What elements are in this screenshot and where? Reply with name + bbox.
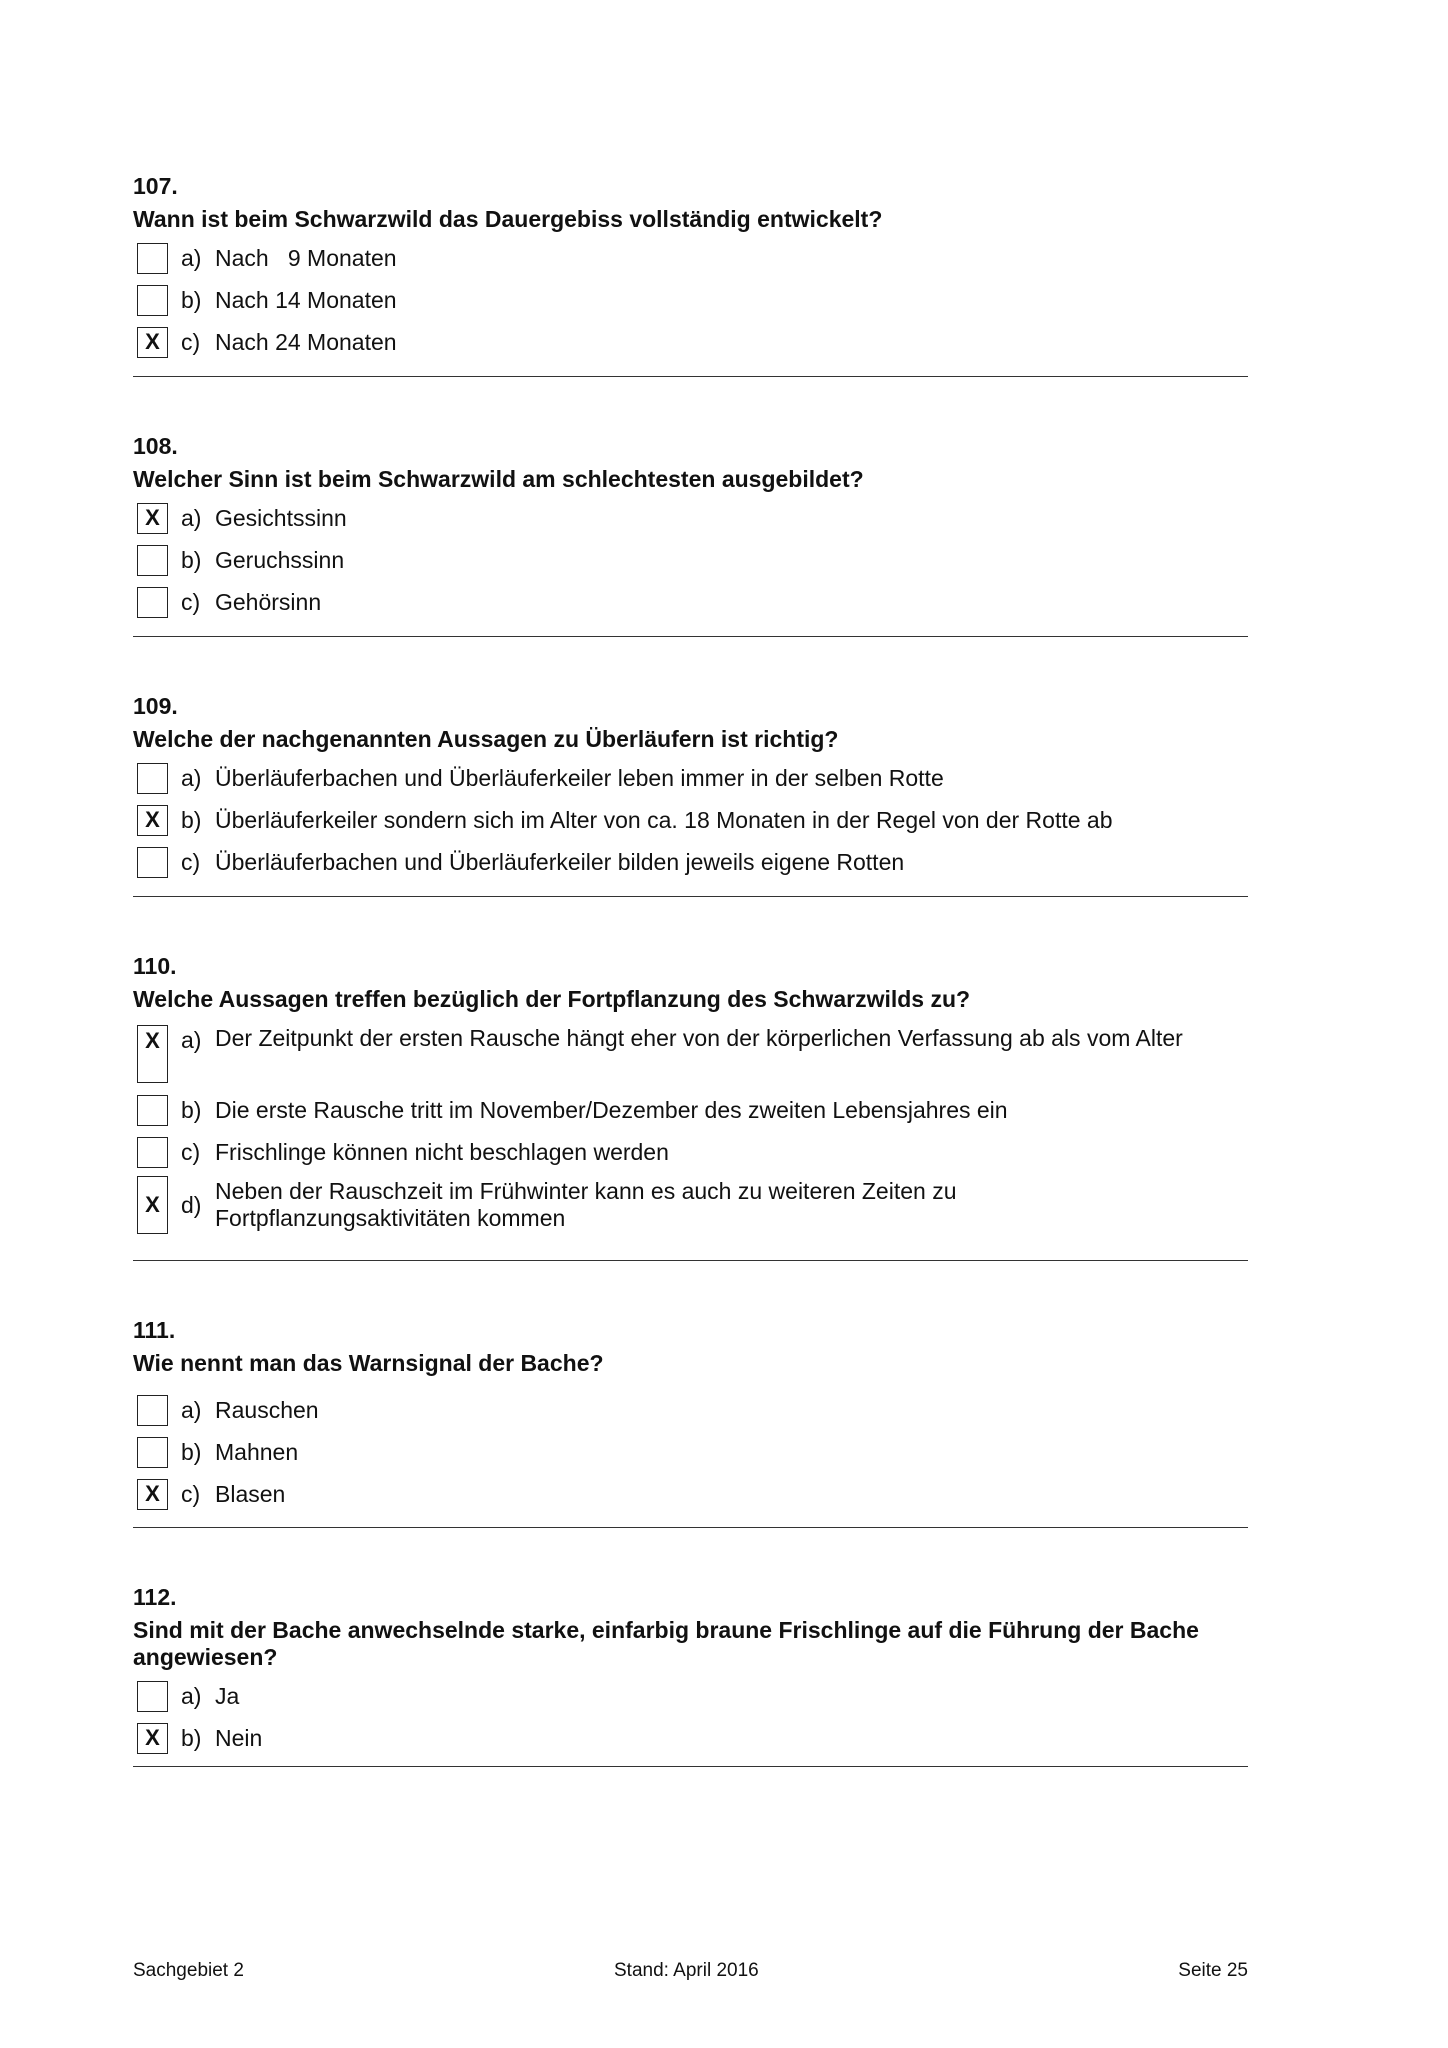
option-letter: c) — [181, 1138, 201, 1165]
answer-checkbox[interactable]: X — [137, 805, 168, 836]
answer-option-a[interactable] — [133, 1389, 1248, 1431]
option-letter: a) — [181, 1682, 202, 1709]
option-text: Ja — [215, 1682, 240, 1709]
answer-option-a[interactable] — [133, 237, 1248, 279]
footer-center: Stand: April 2016 — [614, 1960, 759, 1981]
divider — [133, 376, 1248, 377]
answer-checkbox[interactable] — [137, 1137, 168, 1168]
option-text: Der Zeitpunkt der ersten Rausche hängt eher von der körperlichen Verfassung ab als vom Alter — [215, 1025, 1183, 1051]
option-letter: a) — [181, 244, 202, 271]
option-text: Blasen — [215, 1480, 286, 1507]
option-text: Frischlinge können nicht beschlagen werden — [215, 1138, 669, 1165]
question-text: Welche der nachgenannten Aussagen zu Überläufern ist richtig? — [133, 726, 839, 752]
option-letter: c) — [181, 1480, 201, 1507]
question-text: Welcher Sinn ist beim Schwarzwild am schlechtesten ausgebildet? — [133, 466, 864, 492]
option-text: Rauschen — [215, 1396, 319, 1423]
question-text: Sind mit der Bache anwechselnde starke, einfarbig braune Frischlinge auf die Führung der Bache angewiesen? — [133, 1617, 1199, 1670]
answer-checkbox[interactable]: X — [137, 1176, 168, 1234]
question-text: Welche Aussagen treffen bezüglich der Fortpflanzung des Schwarzwilds zu? — [133, 986, 971, 1012]
answer-checkbox[interactable] — [137, 587, 168, 618]
option-letter: a) — [181, 504, 202, 531]
option-text: Nach 9 Monaten — [215, 244, 397, 271]
option-text: Nach 14 Monaten — [215, 286, 397, 313]
option-letter: a) — [181, 1396, 202, 1423]
answer-option-d[interactable] — [133, 1173, 1248, 1237]
option-letter: c) — [181, 328, 201, 355]
answer-checkbox[interactable]: X — [137, 1025, 168, 1083]
question-number: 110. — [133, 953, 177, 979]
answer-checkbox[interactable] — [137, 545, 168, 576]
option-text: Mahnen — [215, 1438, 299, 1465]
answer-option-c[interactable] — [133, 581, 1248, 623]
answer-checkbox[interactable]: X — [137, 1479, 168, 1510]
answer-option-b[interactable] — [133, 539, 1248, 581]
answer-checkbox[interactable] — [137, 847, 168, 878]
question-number: 108. — [133, 433, 178, 459]
option-text: Überläuferbachen und Überläuferkeiler leben immer in der selben Rotte — [215, 764, 944, 791]
option-text: Nein — [215, 1724, 263, 1751]
answer-option-b[interactable] — [133, 799, 1248, 841]
divider — [133, 636, 1248, 637]
question-111 — [133, 1316, 1248, 1515]
option-letter: d) — [181, 1191, 202, 1218]
divider — [133, 1766, 1248, 1767]
answer-checkbox[interactable] — [137, 243, 168, 274]
answer-option-a[interactable] — [133, 1675, 1248, 1717]
answer-option-b[interactable] — [133, 1717, 1248, 1759]
question-109 — [133, 692, 1248, 883]
divider — [133, 1527, 1248, 1528]
footer-left: Sachgebiet 2 — [133, 1960, 244, 1981]
answer-checkbox[interactable] — [137, 285, 168, 316]
option-letter: a) — [181, 764, 202, 791]
answer-option-c[interactable] — [133, 1131, 1248, 1173]
option-text: Neben der Rauschzeit im Frühwinter kann es auch zu weiteren Zeiten zu Fortpflanzungsaktivitäten kommen — [215, 1178, 957, 1231]
question-108 — [133, 432, 1248, 623]
footer-page-number: Seite 25 — [1178, 1960, 1248, 1981]
option-text: Nach 24 Monaten — [215, 328, 397, 355]
answer-option-b[interactable] — [133, 1089, 1248, 1131]
question-text: Wann ist beim Schwarzwild das Dauergebiss vollständig entwickelt? — [133, 206, 883, 232]
answer-option-a[interactable] — [133, 497, 1248, 539]
answer-option-c[interactable] — [133, 321, 1248, 363]
answer-checkbox[interactable] — [137, 1681, 168, 1712]
option-text: Die erste Rausche tritt im November/Dezember des zweiten Lebensjahres ein — [215, 1096, 1008, 1123]
option-letter: b) — [181, 286, 202, 313]
question-110 — [133, 952, 1248, 1237]
option-letter: b) — [181, 546, 202, 573]
option-text: Überläuferbachen und Überläuferkeiler bilden jeweils eigene Rotten — [215, 848, 905, 875]
answer-checkbox[interactable]: X — [137, 327, 168, 358]
question-number: 109. — [133, 693, 178, 719]
option-letter: b) — [181, 806, 202, 833]
question-number: 111. — [133, 1317, 176, 1343]
option-letter: b) — [181, 1438, 202, 1465]
answer-option-a[interactable] — [133, 1025, 1248, 1089]
question-number: 107. — [133, 173, 178, 199]
option-text: Gehörsinn — [215, 588, 322, 615]
question-text: Wie nennt man das Warnsignal der Bache? — [133, 1350, 604, 1376]
answer-option-c[interactable] — [133, 841, 1248, 883]
option-text: Überläuferkeiler sondern sich im Alter von ca. 18 Monaten in der Regel von der Rotte ab — [215, 806, 1113, 833]
option-letter: a) — [181, 1027, 202, 1053]
answer-checkbox[interactable]: X — [137, 503, 168, 534]
answer-checkbox[interactable]: X — [137, 1723, 168, 1754]
question-107 — [133, 172, 1248, 363]
answer-option-a[interactable] — [133, 757, 1248, 799]
answer-checkbox[interactable] — [137, 763, 168, 794]
option-letter: c) — [181, 588, 201, 615]
question-112 — [133, 1583, 1248, 1759]
option-letter: b) — [181, 1724, 202, 1751]
option-text: Gesichtssinn — [215, 504, 347, 531]
option-letter: c) — [181, 848, 201, 875]
answer-option-b[interactable] — [133, 1431, 1248, 1473]
answer-option-b[interactable] — [133, 279, 1248, 321]
answer-option-c[interactable] — [133, 1473, 1248, 1515]
answer-checkbox[interactable] — [137, 1095, 168, 1126]
option-letter: b) — [181, 1096, 202, 1123]
question-number: 112. — [133, 1584, 177, 1610]
option-text: Geruchssinn — [215, 546, 345, 573]
answer-checkbox[interactable] — [137, 1437, 168, 1468]
answer-checkbox[interactable] — [137, 1395, 168, 1426]
divider — [133, 1260, 1248, 1261]
divider — [133, 896, 1248, 897]
